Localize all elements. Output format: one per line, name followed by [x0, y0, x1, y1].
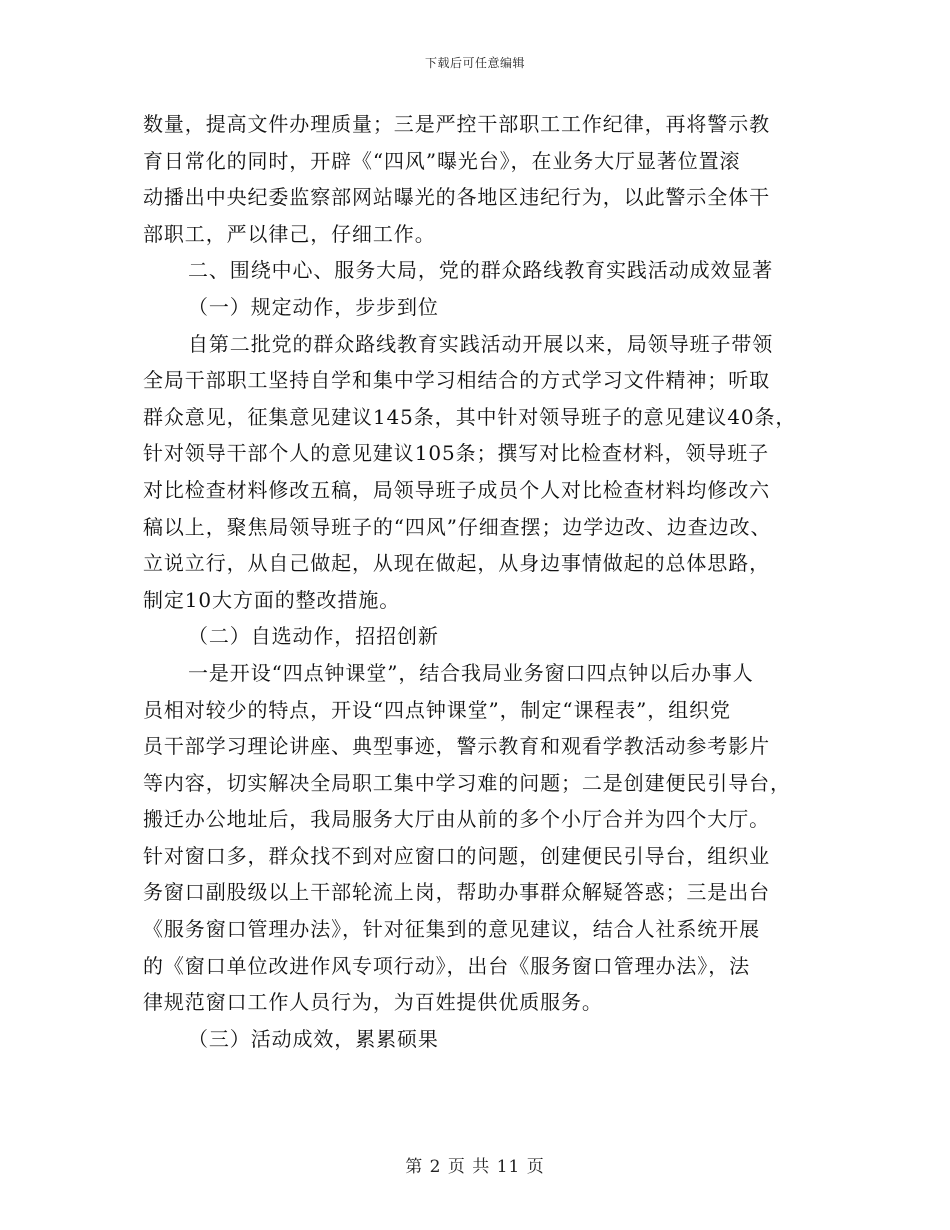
text-line: 对比检查材料修改五稿，局领导班子成员个人对比检查材料均修改六: [143, 477, 770, 502]
text-line: 搬迁办公地址后，我局服务大厅由从前的多个小厅合并为四个大厅。: [143, 807, 770, 832]
page-header: 下载后可任意编辑: [424, 56, 525, 70]
text-line: 稿以上，聚焦局领导班子的“四风”仔细查摆；边学边改、边查边改、: [143, 514, 772, 539]
text-line: 员相对较少的特点，开设“四点钟课堂”，制定“课程表”，组织党: [143, 697, 731, 722]
text-line: （一）规定动作，步步到位: [188, 294, 439, 319]
text-line: （三）活动成效，累累硕果: [188, 1026, 439, 1051]
text-line: 针对领导干部个人的意见建议105条；撰写对比检查材料，领导班子: [143, 441, 770, 466]
text-line: 数量，提高文件办理质量；三是严控干部职工工作纪律，再将警示教: [143, 112, 770, 136]
text-line: 动播出中央纪委监察部网站曝光的各地区违纪行为，以此警示全体干: [143, 185, 770, 210]
text-line: 律规范窗口工作人员行为，为百姓提供优质服务。: [143, 990, 603, 1015]
text-line: 的《窗口单位改进作风专项行动》，出台《服务窗口管理办法》，法: [143, 953, 750, 978]
page-footer: 第 2 页 共 11 页: [405, 1157, 545, 1177]
document-body: [143, 106, 808, 1057]
text-line: 员干部学习理论讲座、典型事迹，警示教育和观看学教活动参考影片: [143, 734, 770, 759]
text-line: 针对窗口多，群众找不到对应窗口的问题，创建便民引导台，组织业: [143, 843, 770, 868]
text-line: 立说立行，从自己做起，从现在做起，从身边事情做起的总体思路，: [143, 551, 770, 576]
text-line: 自第二批党的群众路线教育实践活动开展以来，局领导班子带领: [188, 331, 774, 356]
text-line: 制定10大方面的整改措施。: [143, 587, 401, 612]
text-line: 群众意见，征集意见建议145条，其中针对领导班子的意见建议40条，: [143, 404, 797, 429]
text-line: 务窗口副股级以上干部轮流上岗，帮助办事群众解疑答惑；三是出台: [143, 880, 770, 905]
text-line: 二、围绕中心、服务大局，党的群众路线教育实践活动成效显著: [188, 258, 774, 283]
text-line: 全局干部职工坚持自学和集中学习相结合的方式学习文件精神；听取: [143, 368, 770, 393]
text-line: 育日常化的同时，开辟《“四风”曝光台》，在业务大厅显著位置滚: [143, 148, 741, 173]
text-line: （二）自选动作，招招创新: [188, 624, 439, 649]
text-line: 《服务窗口管理办法》，针对征集到的意见建议，结合人社系统开展: [143, 917, 760, 942]
text-line: 部职工，严以律己，仔细工作。: [143, 221, 436, 246]
text-line: 等内容，切实解决全局职工集中学习难的问题；二是创建便民引导台，: [143, 770, 791, 795]
text-line: 一是开设“四点钟课堂”，结合我局业务窗口四点钟以后办事人: [188, 660, 754, 685]
